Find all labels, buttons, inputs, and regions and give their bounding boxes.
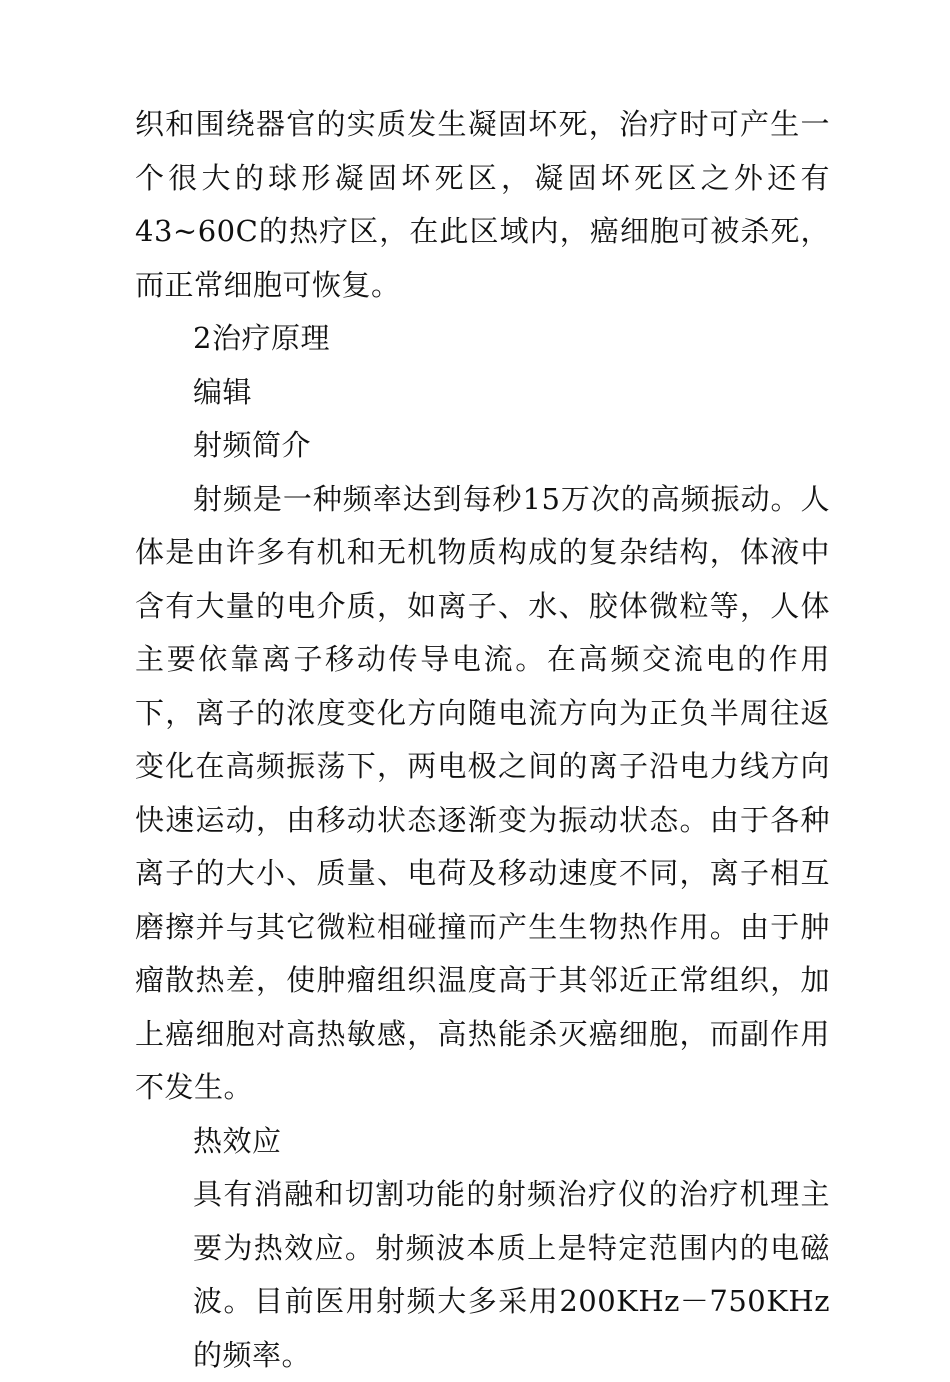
section-heading: 2治疗原理 [193, 321, 330, 355]
subsection-heading: 热效应 [193, 1123, 282, 1158]
body-paragraph: 射频是一种频率达到每秒15万次的高频振动。人体是由许多有机和无机物质构成的复杂结构，体液中含有大量的电介质，如离子、水、胶体微粒等，人体主要依靠离子移动传导电流。在高频交流电的作用下，离子的浓度变化方向随电流方向为正负半周往返变化在高频振荡下，两电极之间的离子沿电力线方向快速运动，由移动状态逐渐变为振动状态。由于各种离子的大小、质量、电荷及移动速度不同，离子相互磨擦并与其它微粒相碰撞而产生生物热作用。由于肿瘤散热差，使肿瘤组织温度高于其邻近正常组织，加上癌细胞对高热敏感，高热能杀灭癌细胞，而副作用不发生。 [135, 481, 830, 1104]
edit-label: 编辑 [193, 374, 253, 409]
body-paragraph: 具有消融和切割功能的射频治疗仪的治疗机理主要为热效应。射频波本质上是特定范围内的电磁波。目前医用射频大多采用200KHz－750KHz的频率。 [193, 1177, 830, 1372]
document-body [135, 98, 830, 1382]
body-paragraph: 织和围绕器官的实质发生凝固坏死，治疗时可产生一个很大的球形凝固坏死区，凝固坏死区之外还有43~60C的热疗区，在此区域内，癌细胞可被杀死，而正常细胞可恢复。 [135, 107, 830, 302]
subsection-heading: 射频简介 [193, 428, 312, 462]
